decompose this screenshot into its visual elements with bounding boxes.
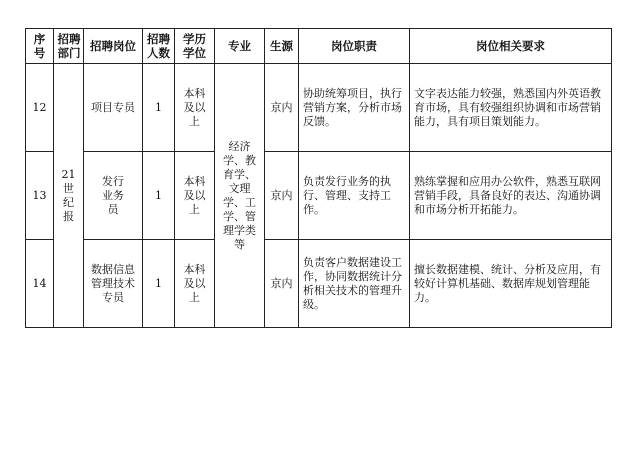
seq-cell: 12 xyxy=(26,64,54,152)
major-cell: 经济学、教育学、文理学、工学、管理学类等 xyxy=(215,64,265,328)
header-row xyxy=(26,29,612,64)
count-cell: 1 xyxy=(143,240,175,328)
header-count: 招聘人数 xyxy=(143,29,175,64)
header-major: 专业 xyxy=(215,29,265,64)
seq-cell: 13 xyxy=(26,152,54,240)
duties-cell: 协助统筹项目，执行营销方案，分析市场反馈。 xyxy=(299,64,410,152)
seq-cell: 14 xyxy=(26,240,54,328)
degree-cell: 本科及以上 xyxy=(175,152,215,240)
count-cell: 1 xyxy=(143,64,175,152)
table-row xyxy=(26,64,612,152)
header-requirements: 岗位相关要求 xyxy=(410,29,612,64)
requirements-cell: 文字表达能力较强，熟悉国内外英语教育市场，具有较强组织协调和市场营销能力，具有项目策划能力。 xyxy=(410,64,612,152)
header-duties: 岗位职责 xyxy=(299,29,410,64)
header-position: 招聘岗位 xyxy=(84,29,143,64)
position-cell: 数据信息管理技术专员 xyxy=(84,240,143,328)
table-row xyxy=(26,152,612,240)
duties-cell: 负责发行业务的执行、管理、支持工作。 xyxy=(299,152,410,240)
count-cell: 1 xyxy=(143,152,175,240)
header-origin: 生源 xyxy=(265,29,299,64)
dept-cell: 21世纪报 xyxy=(54,64,84,328)
position-cell: 项目专员 xyxy=(84,64,143,152)
requirements-cell: 熟练掌握和应用办公软件，熟悉互联网营销手段，具备良好的表达、沟通协调和市场分析开拓能力。 xyxy=(410,152,612,240)
origin-cell: 京内 xyxy=(265,240,299,328)
position-cell: 发行业务员 xyxy=(84,152,143,240)
duties-cell: 负责客户数据建设工作，协同数据统计分析相关技术的管理升级。 xyxy=(299,240,410,328)
origin-cell: 京内 xyxy=(265,152,299,240)
header-seq: 序号 xyxy=(26,29,54,64)
header-degree: 学历学位 xyxy=(175,29,215,64)
table-row xyxy=(26,240,612,328)
header-dept: 招聘部门 xyxy=(54,29,84,64)
recruitment-table xyxy=(25,28,612,328)
requirements-cell: 擅长数据建模、统计、分析及应用，有较好计算机基础、数据库规划管理能力。 xyxy=(410,240,612,328)
origin-cell: 京内 xyxy=(265,64,299,152)
degree-cell: 本科及以上 xyxy=(175,64,215,152)
degree-cell: 本科及以上 xyxy=(175,240,215,328)
